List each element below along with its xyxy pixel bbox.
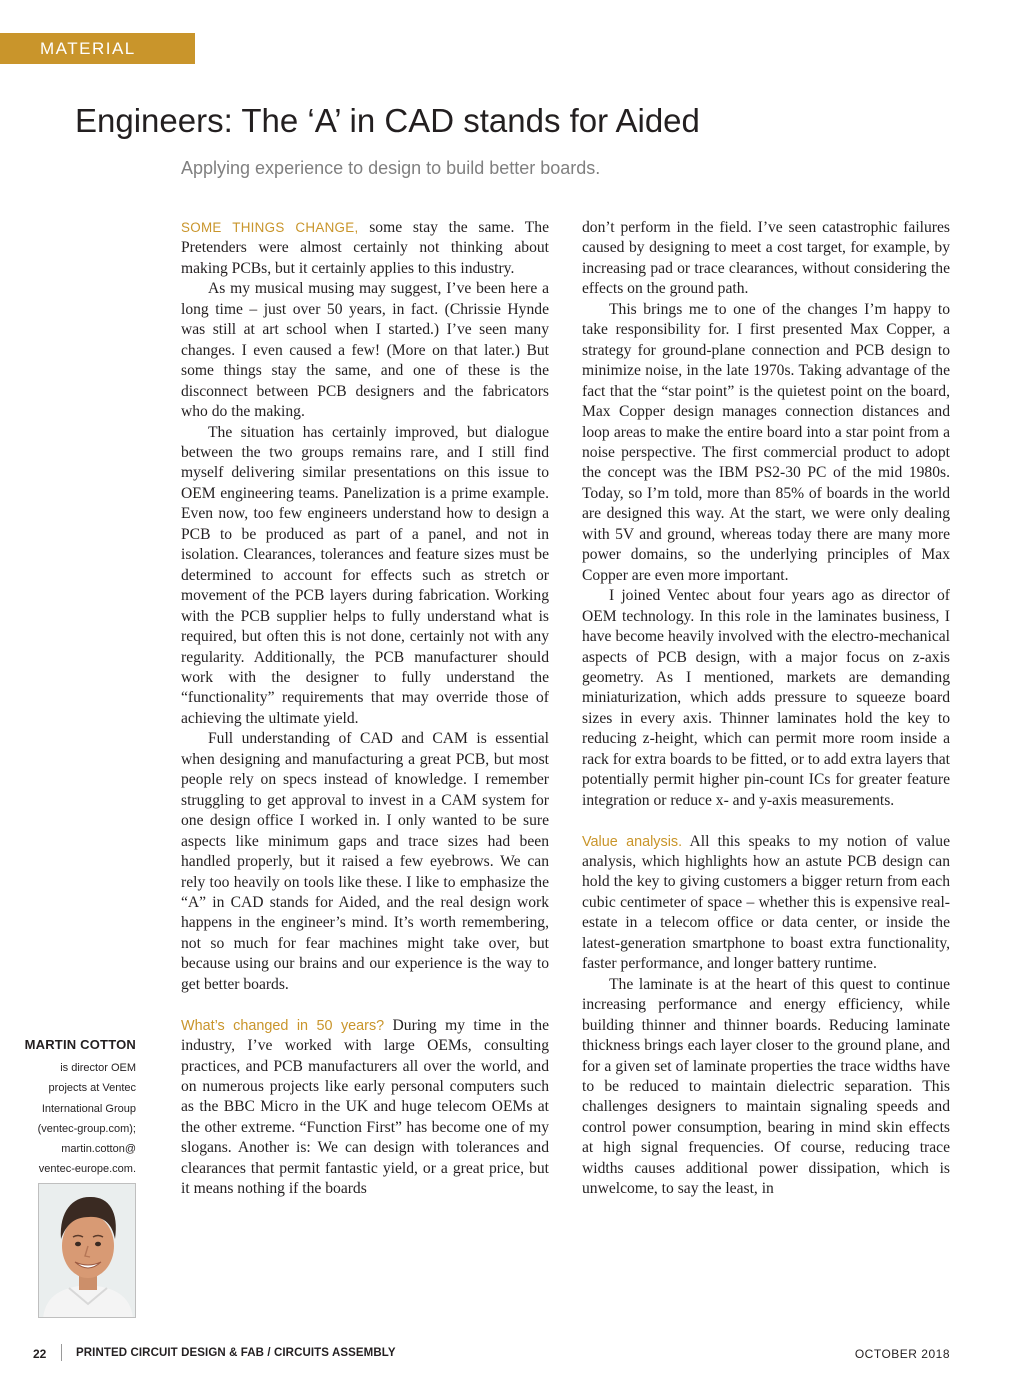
paragraph: The laminate is at the heart of this quest to continue increasing performance and energy efficiency, while building thinner and thinner boards. Reducing laminate thickness brings each layer closer to the ground plane, and for a given set of laminate properties the trace widths have to be reduced to maintain dielectric separation. This challenges designers to maintain signaling speeds and control power consumption, bearing in mind skin effects at high signal frequencies. Of course, reducing trace widths causes additional power dissipation, which is unwelcome, to say the least, in xyxy=(582,975,950,1198)
publication-name: PRINTED CIRCUIT DESIGN & FAB / CIRCUITS ASSEMBLY xyxy=(76,1347,396,1359)
footer-divider xyxy=(61,1344,62,1361)
author-bio-box xyxy=(12,1037,136,1180)
paragraph: As my musical musing may suggest, I’ve been here a long time – just over 50 years, in fact. (Chrissie Hynde was still at art school when I started.) I’ve seen many changes. I even caused a few! (More on that later.) But some things stay the same, and one of these is the disconnect between PCB designers and the fabricators who do the making. xyxy=(181,280,549,421)
subhead: Value analysis. xyxy=(582,833,683,850)
paragraph: The situation has certainly improved, but dialogue between the two groups remains rare, and I still find myself delivering similar presentations on this issue to OEM engineering teams. Panelization is a prime example. Even now, too few engineers understand how to design a PCB to be produced as part of a panel, and not in isolation. Clearances, tolerances and feature sizes must be determined to account for effects such as stretch or movement of the PCB layers during fabrication. Working with the PCB supplier helps to fully understand what is required, but often this is not done, certainly not with any regularity. Additionally, the PCB manufacturer should work with the designer to fully understand the “functionality” requirements that may override those of achieving the ultimate yield. xyxy=(181,423,549,727)
paragraph: Value analysis. All this speaks to my notion of value analysis, which highlights how an astute PCB design can hold the key to giving customers a bigger return from each cubic centimeter of space – whether this is expensive real-estate in a telecom office or data center, or inside the latest-generation smartphone to boast extra functionality, faster performance, and longer battery runtime. xyxy=(582,832,950,973)
page-number: 22 xyxy=(33,1347,47,1361)
paragraph: This brings me to one of the changes I’m happy to take responsibility for. I first presented Max Copper, a strategy for ground-plane connection and PCB design to minimize noise, in the late 1970s. Taking advantage of the fact that the “star point” is the quietest point on the board, Max Copper design manages connection distances and loop areas to make the entire board into a star point from a noise perspective. The first commercial product to adopt the concept was the IBM PS2-30 PC of the mid 1980s. Today, so I’m told, more than 85% of boards in the world are designed this way. At the start, we were only dealing with 5V and ground, whereas today there are many more power domains, so the underlying principles of Max Copper are even more important. xyxy=(582,300,950,584)
right-column xyxy=(582,218,950,1200)
kicker: SOME THINGS CHANGE, xyxy=(181,220,359,235)
left-column xyxy=(181,218,549,1200)
paragraph: I joined Ventec about four years ago as director of OEM technology. In this role in the laminates business, I have become heavily involved with the electro-mechanical aspects of PCB design, with a major focus on z-axis geometry. As I mentioned, markets are demanding miniaturization, which adds pressure to squeeze board sizes in every axis. Thinner laminates hold the key to reducing z-height, which can permit more room inside a rack for extra boards to be fitted, or to add extra layers that potentially permit higher pin-count ICs for greater feature integration or reduce x- and y-axis measurements. xyxy=(582,587,950,809)
author-name: MARTIN COTTON xyxy=(24,1037,136,1052)
section-tag: MATERIAL GAINS xyxy=(0,33,195,64)
author-bio: is director OEM projects at Ventec International Group (ventec-group.com); martin.cotton@ ventec-europe.com. xyxy=(37,1062,136,1176)
paragraph: SOME THINGS CHANGE, some stay the same. The Pretenders were almost certainly not thinking about making PCBs, but it certainly applies to this industry. xyxy=(181,219,549,277)
article-deck: Applying experience to design to build better boards. xyxy=(181,158,601,178)
subhead: What’s changed in 50 years? xyxy=(181,1017,385,1034)
article-title: Engineers: The ‘A’ in CAD stands for Aided xyxy=(75,102,700,139)
paragraph: What’s changed in 50 years? During my time in the industry, I’ve worked with large OEMs, consulting practices, and PCB manufacturers all over the world, and on numerous projects like early personal computers such as the BBC Micro in the UK and huge telecom OEMs at the other extreme. “Function First” has become one of my slogans. Another is: We can design with tolerances and clearances that permit fantastic yield, or a great price, but it means nothing if the boards xyxy=(181,1016,549,1198)
portrait-illustration xyxy=(39,1184,136,1318)
author-photo xyxy=(38,1183,136,1318)
paragraph: Full understanding of CAD and CAM is essential when designing and manufacturing a great PCB, but most people rely on specs instead of knowledge. I remember struggling to get approval to invest in a CAM system for one design office I worked in. I only wanted to be sure aspects like minimum gaps and trace sizes had been handled properly, but it raised a few eyebrows. We can rely too heavily on tools like these. I like to emphasize the “A” in CAD stands for Aided, and the real design work happens in the engineer’s mind. It’s worth remembering, not so much for fear machines might take over, but because using our brains and our experience is the way to get better boards. xyxy=(181,730,549,993)
issue-date: OCTOBER 2018 xyxy=(854,1347,950,1361)
paragraph: don’t perform in the field. I’ve seen catastrophic failures caused by designing to meet a cost target, for example, by increasing pad or trace clearances, without considering the effects on the ground path. xyxy=(582,219,950,298)
